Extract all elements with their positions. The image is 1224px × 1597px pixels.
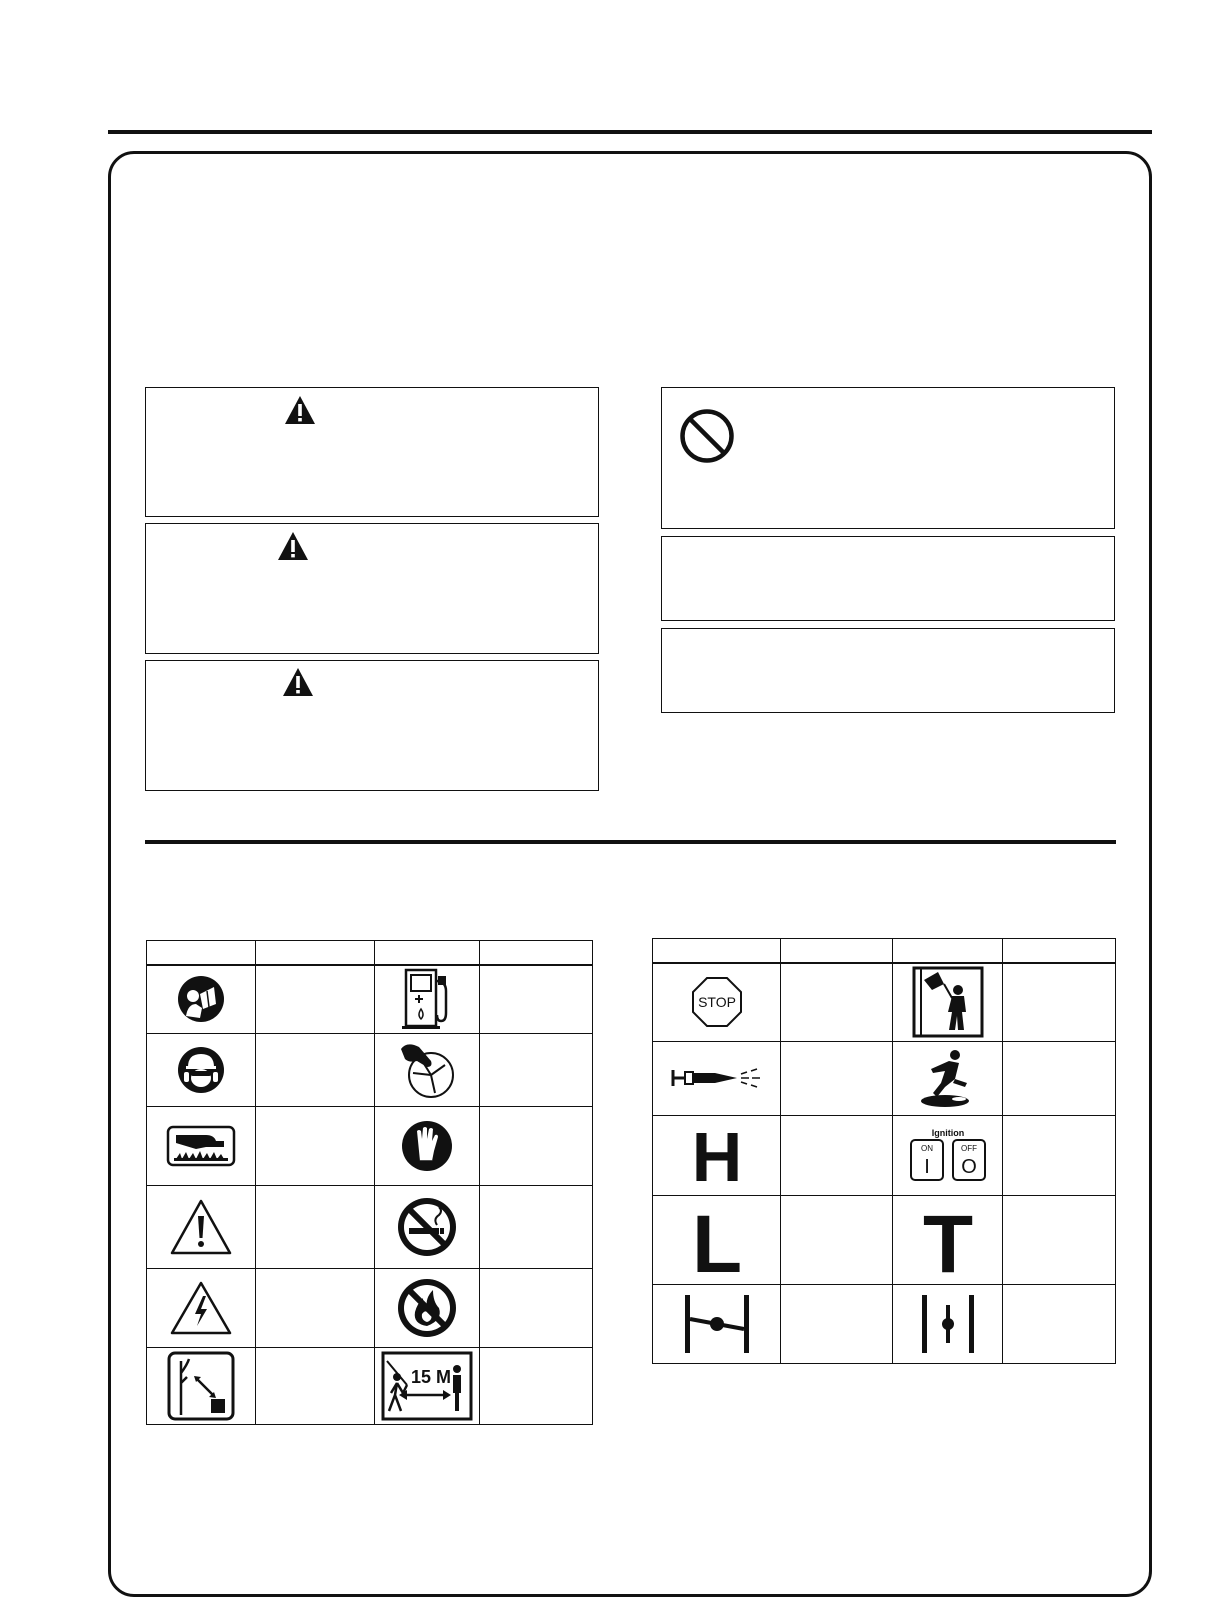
description-cell [480, 1185, 593, 1268]
svg-text:15 M: 15 M [411, 1366, 452, 1387]
symbol-cell [147, 1106, 256, 1185]
table-row [653, 963, 1116, 1041]
symbol-cell [893, 1284, 1003, 1363]
header-cell [781, 939, 893, 964]
clearance-distance-icon [167, 1351, 235, 1421]
table-row [147, 1106, 593, 1185]
hazard-box-2 [145, 523, 599, 654]
svg-text:I: I [923, 1156, 930, 1178]
hot-surface-hand-icon [166, 1125, 236, 1167]
description-cell [480, 1106, 593, 1185]
description-cell [480, 1268, 593, 1347]
svg-text:O: O [960, 1156, 977, 1178]
symbol-cell [375, 965, 480, 1033]
symbol-cell [893, 1195, 1003, 1284]
table-header-row [653, 939, 1116, 964]
warning-triangle-icon [277, 531, 309, 561]
header-cell [653, 939, 781, 964]
table-row [147, 1033, 593, 1106]
refuel-pump-icon [400, 967, 454, 1031]
right-symbol-table [652, 938, 1116, 1364]
prohibition-circle-icon [679, 408, 735, 464]
table-row [653, 1195, 1116, 1284]
section-divider [145, 840, 1116, 844]
description-cell [256, 965, 375, 1033]
svg-text:T: T [922, 1203, 973, 1276]
symbol-cell [147, 1268, 256, 1347]
symbol-cell [375, 1185, 480, 1268]
header-cell [1003, 939, 1116, 964]
high-pressure-injection-icon [667, 1066, 767, 1090]
warning-triangle-icon [284, 395, 316, 425]
description-cell [781, 963, 893, 1041]
symbol-cell [653, 1284, 781, 1363]
no-open-flame-icon [395, 1276, 459, 1340]
slippery-fall-icon [915, 1047, 981, 1109]
high-letter-icon [687, 1123, 747, 1187]
table-row [147, 965, 593, 1033]
header-cell [480, 941, 593, 966]
table-row [147, 1268, 593, 1347]
table-row [653, 1115, 1116, 1195]
symbol-cell [147, 1033, 256, 1106]
throttle-letter-icon [918, 1204, 978, 1276]
hazard-box-1 [145, 387, 599, 517]
symbol-cell [375, 1347, 480, 1424]
symbol-cell [375, 1033, 480, 1106]
symbol-cell [893, 963, 1003, 1041]
symbol-cell [147, 1185, 256, 1268]
symbol-cell [147, 965, 256, 1033]
symbol-cell [147, 1347, 256, 1424]
header-cell [375, 941, 480, 966]
symbol-cell [375, 1106, 480, 1185]
head-eye-ear-protection-icon [176, 1045, 226, 1095]
notice-box-1 [661, 387, 1115, 529]
table-row [147, 1347, 593, 1424]
description-cell [781, 1195, 893, 1284]
valve-closed-icon [912, 1293, 984, 1355]
symbol-cell [653, 1115, 781, 1195]
description-cell [1003, 1041, 1116, 1115]
notice-box-2 [661, 536, 1115, 621]
symbol-cell [375, 1268, 480, 1347]
header-cell [893, 939, 1003, 964]
svg-text:Ignition: Ignition [931, 1128, 964, 1138]
warning-triangle-icon [282, 667, 314, 697]
header-cell [147, 941, 256, 966]
symbol-cell [653, 1041, 781, 1115]
symbol-cell [893, 1041, 1003, 1115]
description-cell [781, 1284, 893, 1363]
svg-text:ON: ON [920, 1144, 933, 1153]
symbol-cell [653, 963, 781, 1041]
description-cell [256, 1268, 375, 1347]
description-cell [256, 1185, 375, 1268]
description-cell [256, 1033, 375, 1106]
stop-sign-icon [691, 976, 743, 1028]
table-row [653, 1041, 1116, 1115]
table-row [653, 1284, 1116, 1363]
description-cell [1003, 963, 1116, 1041]
description-cell [480, 1347, 593, 1424]
no-smoking-icon [395, 1195, 459, 1259]
header-rule [108, 130, 1152, 134]
rotating-fan-hand-hazard-icon [397, 1039, 457, 1101]
table-header-row [147, 941, 593, 966]
header-cell [256, 941, 375, 966]
svg-text:L: L [691, 1203, 742, 1276]
description-cell [781, 1041, 893, 1115]
ignition-switch-icon [907, 1127, 989, 1183]
svg-text:STOP: STOP [697, 994, 736, 1011]
hazard-box-3 [145, 660, 599, 791]
description-cell [1003, 1284, 1116, 1363]
table-row [147, 1185, 593, 1268]
pressure-hose-person-icon [912, 966, 984, 1038]
wear-gloves-icon [400, 1119, 454, 1173]
general-warning-icon [169, 1198, 233, 1256]
description-cell [1003, 1195, 1116, 1284]
notice-box-3 [661, 628, 1115, 713]
description-cell [1003, 1115, 1116, 1195]
svg-text:H: H [691, 1123, 742, 1187]
symbol-cell [893, 1115, 1003, 1195]
electric-shock-icon [169, 1280, 233, 1336]
description-cell [480, 1033, 593, 1106]
symbol-cell [653, 1195, 781, 1284]
svg-text:OFF: OFF [960, 1144, 977, 1153]
read-manual-icon [176, 974, 226, 1024]
left-symbol-table [146, 940, 593, 1425]
description-cell [781, 1115, 893, 1195]
description-cell [480, 965, 593, 1033]
keep-distance-icon [381, 1351, 473, 1421]
description-cell [256, 1106, 375, 1185]
description-cell [256, 1347, 375, 1424]
low-letter-icon [687, 1204, 747, 1276]
valve-open-icon [681, 1293, 753, 1355]
